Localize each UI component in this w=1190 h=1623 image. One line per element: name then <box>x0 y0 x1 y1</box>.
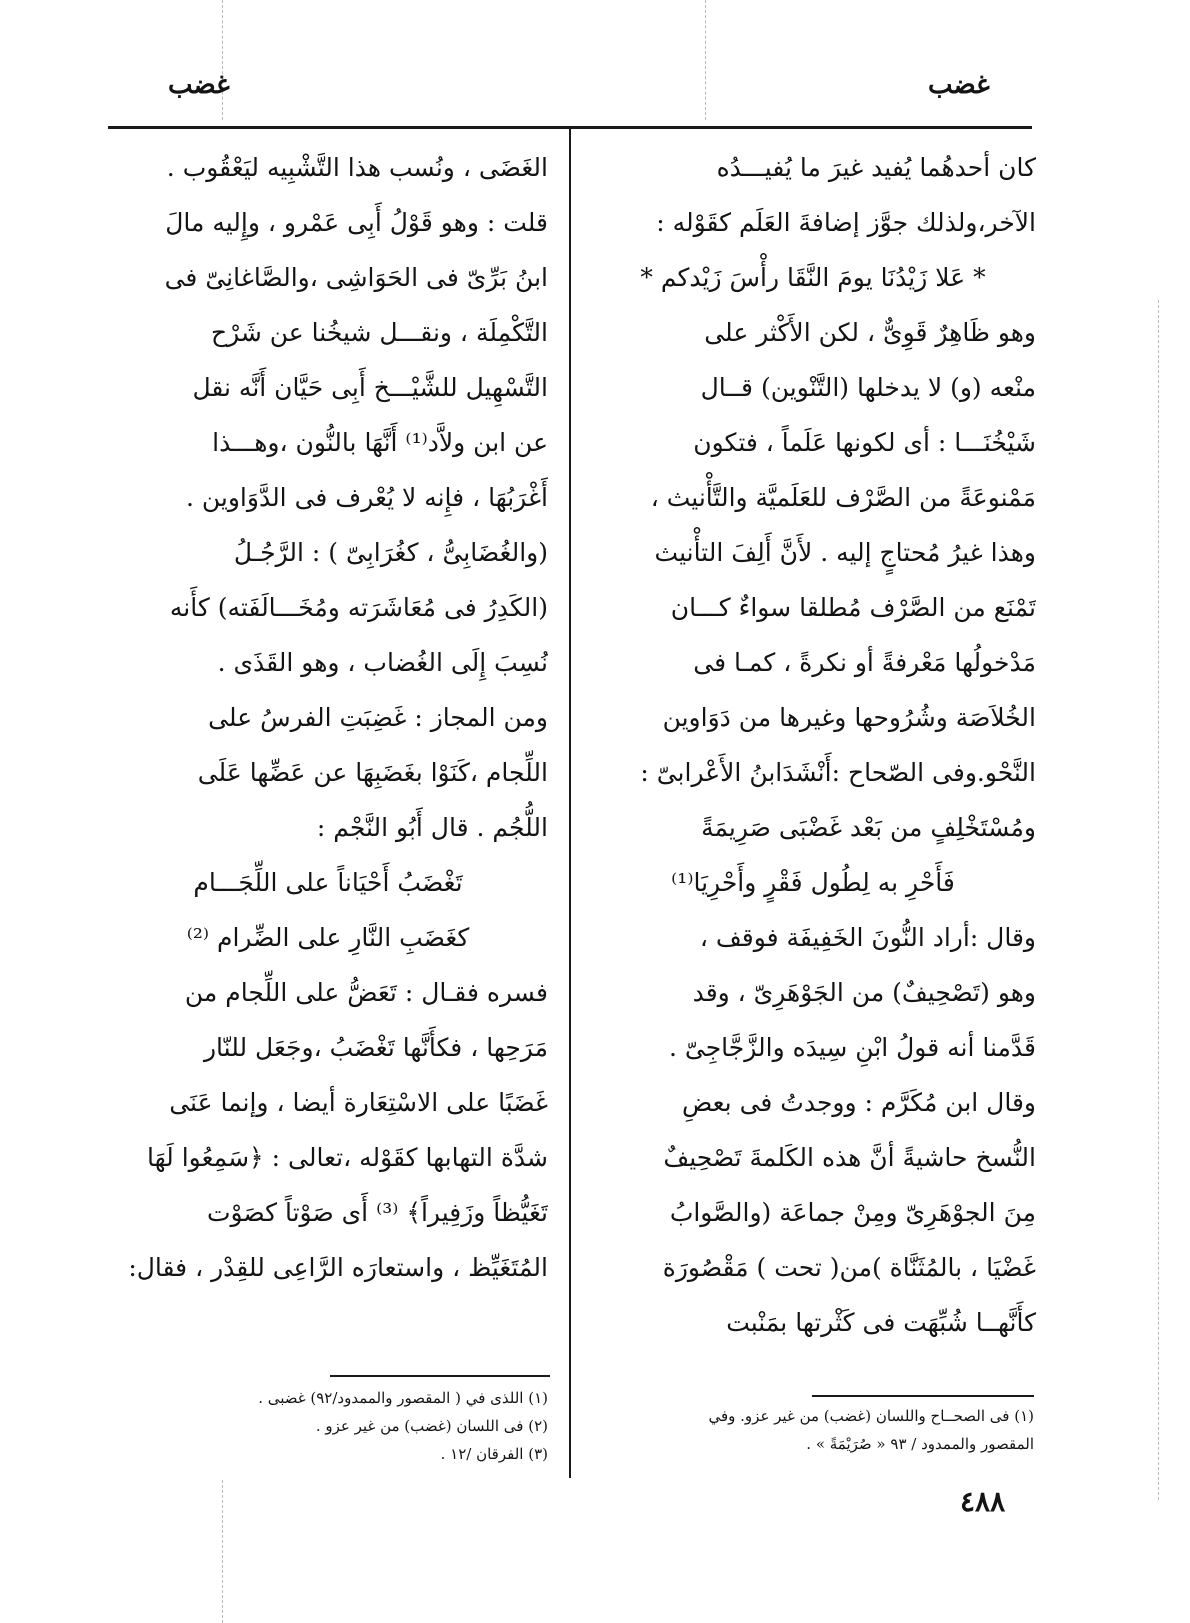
text-line: فسره فقـال : تَعَضُّ على اللِّجام من <box>184 978 548 1007</box>
text-line: غَضْيَا ، بالمُثَنَّاة )من( تحت ) مَقْصُورَة <box>662 1253 1036 1282</box>
footnote-line: المقصور والممدود / ٩٣ « صُرَيْمَةً » . <box>806 1435 1034 1453</box>
text-line: اللِّجام ،كَنَوْا بغَضَبِهَا عن عَضِّها عَلَى <box>197 758 548 787</box>
text-line: تَغَيُّظاً وزَفِيراً﴾ ⁽³⁾ أَى صَوْتاً كصَوْت <box>206 1198 548 1227</box>
text-line: أَغْرَبُهَا ، فإِنه لا يُعْرف فى الدَّوَاوين . <box>185 483 548 512</box>
left-column <box>108 140 548 1295</box>
footnote-rule-left <box>330 1375 550 1377</box>
verse-line: فَأَحْرِ به لِطُول فَقْرٍ وأَحْرِيَا⁽¹⁾ <box>671 868 955 897</box>
text-line: شدَّة التهابها كقَوْله ،تعالى : ﴿سَمِعُوا لَهَا <box>147 1143 548 1172</box>
page-number: ٤٨٨ <box>960 1485 1006 1518</box>
text-line: مَمْنوعَةً من الصَّرْف للعَلَميَّة والتَّأْنيث ، <box>650 483 1036 512</box>
text-line: غَضَبًا على الاسْتِعَارة أيضا ، وإنما عَنَى <box>169 1088 548 1117</box>
text-line: وقال ابن مُكَرَّم : ووجدتُ فى بعضِ <box>681 1088 1036 1117</box>
text-line: كان أحدهُما يُفيد غيرَ ما يُفيـــدُه <box>716 153 1036 182</box>
text-line: مَدْخولُها مَعْرفةً أو نكرةً ، كمـا فى <box>693 648 1036 677</box>
scan-guide-line <box>222 0 223 120</box>
footnote-line: (١) اللذى في ( المقصور والممدود/٩٢) غضبى . <box>258 1389 548 1407</box>
text-line: (والغُضَابِىُّ ، كغُرَابِىّ ) : الرَّجُـلُ <box>233 538 548 567</box>
text-line: تَمْنَع من الصَّرْف مُطلقا سواءٌ كـــان <box>670 593 1036 622</box>
verse-line: ومُسْتَخْلِفٍ من بَعْد غَضْبَى صَرِيمَةً <box>701 813 1036 842</box>
text-line: ومن المجاز : غَضِبَتِ الفرسُ على <box>208 703 548 732</box>
running-headword-left: غضب <box>168 70 230 100</box>
footnote-rule-right <box>812 1395 1034 1397</box>
running-headword-right: غضب <box>928 70 990 100</box>
text-line: قلت : وهو قَوْلُ أَبِى عَمْرو ، وإِليه مالَ <box>165 208 548 237</box>
verse-line: تَغْضَبُ أَحْيَاناً على اللِّجَـــام <box>193 868 463 897</box>
text-line: عن ابن ولاَّد⁽¹⁾ أَنَّهَا بالنُّون ،وهـــذا <box>212 428 548 457</box>
text-line: وهذا غيرُ مُحتاجٍ إليه . لأَنَّ أَلِفَ التأْنيث <box>654 538 1036 567</box>
text-line: مَرَحِها ، فكأَنَّها تَغْضَبُ ،وجَعَل للنّار <box>203 1033 548 1062</box>
verse-line: كغَضَبِ النَّارِ على الضِّرام ⁽²⁾ <box>186 923 470 952</box>
text-line: وهو ظَاهِرٌ قَوِىٌّ ، لكن الأَكْثر على <box>704 318 1036 347</box>
text-line: وهو (تَصْحِيفٌ) من الجَوْهَرِىّ ، وقد <box>692 978 1036 1007</box>
scan-guide-line <box>222 1480 223 1623</box>
scan-guide-line <box>1158 300 1159 1500</box>
text-line: التَّسْهِيل للشَّيْـــخ أَبِى حَيَّان أَنَّه نقل <box>192 373 548 402</box>
footnotes-right <box>610 1402 1034 1458</box>
text-line: شَيْخُنَـــا : أى لكونها عَلَماً ، فتكون <box>693 428 1036 457</box>
text-line: الآخر،ولذلك جوَّز إضافةَ العَلَم كقَوْله : <box>656 208 1036 237</box>
column-divider <box>569 126 571 1478</box>
text-line: المُتَغَيِّظ ، واستعارَه الرَّاعِى للقِدْر ، فقال: <box>128 1253 548 1282</box>
text-line: نُسِبَ إِلَى الغُضاب ، وهو القَذَى . <box>217 648 548 677</box>
text-line: الخُلاَصَة وشُرُوحها وغيرها من دَوَاوين <box>662 703 1036 732</box>
text-line: قَدَّمنا أنه قولُ ابْنِ سِيدَه والزَّجَّاجِىّ . <box>668 1033 1036 1062</box>
text-line: الغَضَى ، ونُسب هذا التَّشْبِيه ليَعْقُوب . <box>166 153 548 182</box>
text-line: (الكَدِرُ فى مُعَاشَرَته ومُخَـــالَفَته) كأَنه <box>169 593 548 622</box>
footnotes-left <box>148 1384 548 1468</box>
footnote-line: (٣) الفرقان /١٢ . <box>440 1445 548 1463</box>
text-line: النُّسخ حاشيةً أنَّ هذه الكَلمةَ تَصْحِيفٌ <box>663 1143 1036 1172</box>
text-line: وقال :أراد النُّونَ الخَفِيفَة فوقف ، <box>699 923 1036 952</box>
right-column <box>590 140 1036 1350</box>
footnote-line: (٢) فى اللسان (غضب) من غير عزو . <box>315 1417 548 1435</box>
footnote-line: (١) فى الصحــاح واللسان (غضب) من غير عزو. وفي <box>708 1407 1034 1425</box>
text-line: النَّحْو.وفى الصّحاح :أَنْشَدَابنُ الأَعْرابىّ : <box>640 758 1036 787</box>
scan-guide-line <box>705 0 706 120</box>
text-line: منْعه (و) لا يدخلها (التَّنْوين) قــال <box>700 373 1036 402</box>
text-line: اللُّجُم . قال أَبُو النَّجْم : <box>316 813 548 842</box>
verse-line: * عَلا زَيْدُنَا يومَ النَّقَا رأْسَ زَيْدكم * <box>640 263 986 292</box>
text-line: مِنَ الجوْهَرِىّ ومِنْ جماعَة (والصَّوابُ <box>669 1198 1036 1227</box>
text-line: التَّكْمِلَة ، ونقـــل شيخُنا عن شَرْح <box>210 318 548 347</box>
text-line: كأَنَّهــا شُبِّهَت فى كَثْرتها بمَنْبت <box>726 1308 1036 1337</box>
text-line: ابنُ بَرِّىّ فى الحَوَاشِى ،والصَّاغانِىّ فى <box>164 263 548 292</box>
